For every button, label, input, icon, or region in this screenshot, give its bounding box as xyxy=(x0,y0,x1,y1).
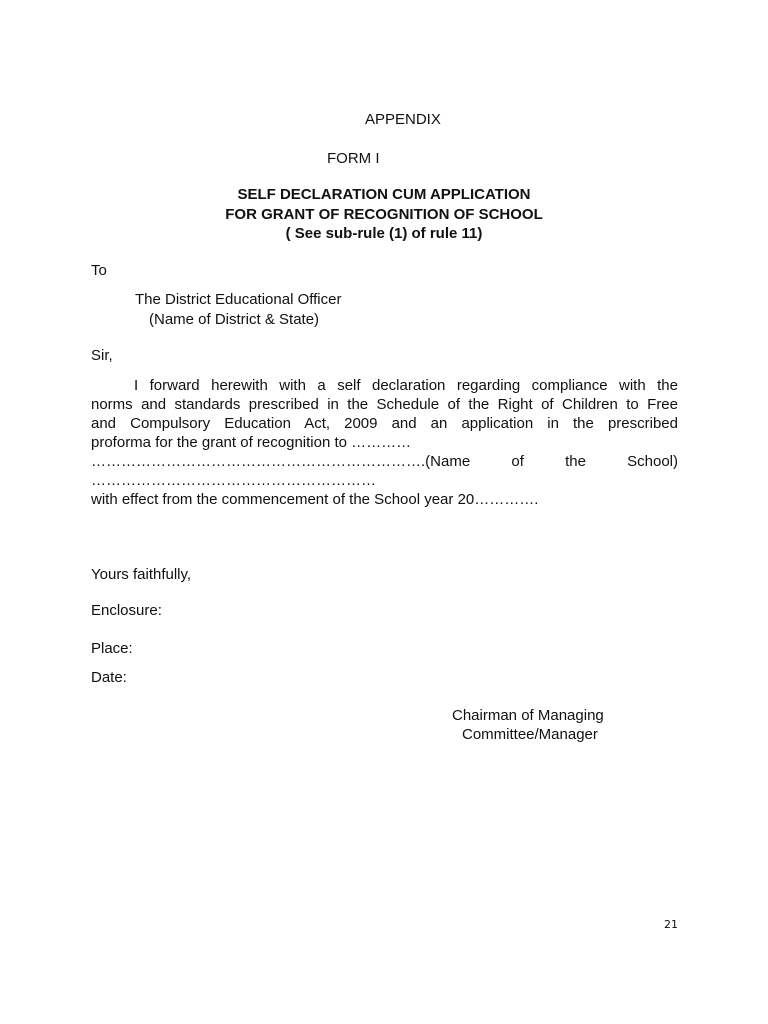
signatory-line-2: Committee/Manager xyxy=(462,726,598,743)
closing-place: Place: xyxy=(91,640,133,657)
signatory-line-1: Chairman of Managing xyxy=(452,707,604,724)
body-line-5-the: the xyxy=(565,453,586,470)
body-line-5-dots: ………………………………………………………….(Name xyxy=(91,453,471,470)
body-line-6: ………………………………………………… xyxy=(91,472,376,489)
body-line-5 xyxy=(91,452,678,471)
address-to: To xyxy=(91,262,107,279)
body-line-5-of: of xyxy=(511,453,524,470)
closing-enclosure: Enclosure: xyxy=(91,602,162,619)
form-heading: FORM I xyxy=(327,150,380,167)
body-line-5-school: School) xyxy=(627,453,678,470)
body-line-3: and Compulsory Education Act, 2009 and an application in the prescribed xyxy=(91,415,678,432)
body-line-2: norms and standards prescribed in the Schedule of the Right of Children to Free xyxy=(91,396,678,413)
closing-yours-faithfully: Yours faithfully, xyxy=(91,566,192,583)
salutation: Sir, xyxy=(91,347,113,364)
body-line-1: I forward herewith with a self declaration regarding compliance with the xyxy=(134,377,678,394)
title-line-2: FOR GRANT OF RECOGNITION OF SCHOOL xyxy=(225,206,543,223)
body-line-7: with effect from the commencement of the School year 20…………. xyxy=(91,491,539,508)
title-line-1: SELF DECLARATION CUM APPLICATION xyxy=(237,186,531,203)
body-paragraph xyxy=(91,376,678,509)
address-district: (Name of District & State) xyxy=(149,311,320,328)
title-line-3: ( See sub-rule (1) of rule 11) xyxy=(285,225,483,242)
closing-date: Date: xyxy=(91,669,127,686)
address-officer: The District Educational Officer xyxy=(135,291,342,308)
page-number: 21 xyxy=(664,918,678,931)
body-line-4: proforma for the grant of recognition to ………… xyxy=(91,434,412,451)
appendix-heading: APPENDIX xyxy=(365,111,441,128)
